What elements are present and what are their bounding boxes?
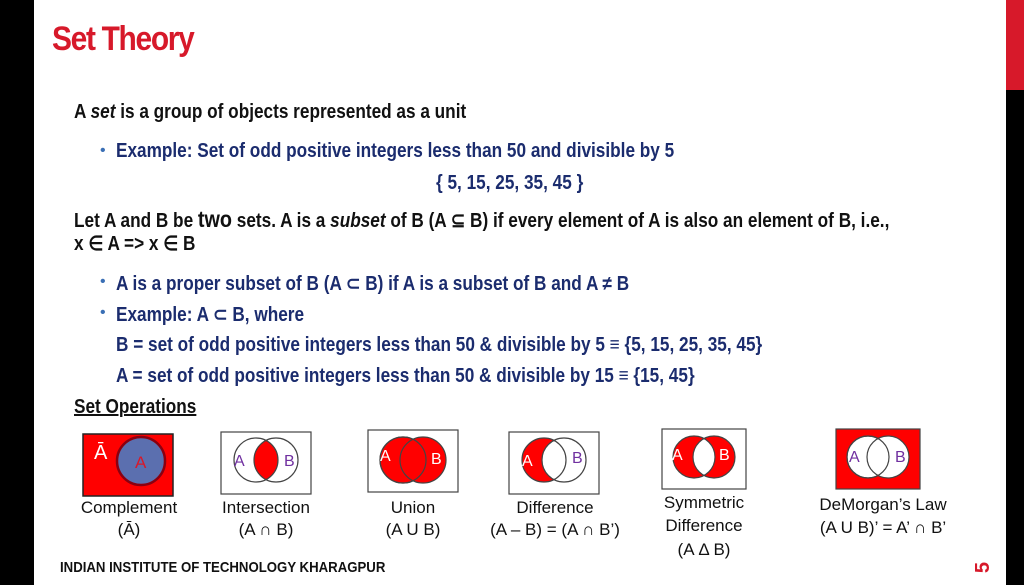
example1: Example: Set of odd positive integers less than 50 and divisible by 5 <box>116 140 675 162</box>
accent-bar <box>1006 0 1024 90</box>
difference-b-label: B <box>572 450 583 467</box>
example2-a: A = set of odd positive integers less than 50 & divisible by 15 ≡ {15, 45} <box>116 365 695 387</box>
bullet-dot: • <box>100 273 106 290</box>
demorgan-a-label: A <box>849 449 860 466</box>
union-label-2: (A U B) <box>385 520 441 539</box>
complement-label-1: Complement <box>80 498 178 517</box>
footer-institute: INDIAN INSTITUTE OF TECHNOLOGY KHARAGPUR <box>60 559 386 576</box>
subset-post: of B (A ⊆ B) if every element of A is also an element of B, i.e., <box>385 210 890 232</box>
symmetric-label-3: (A Δ B) <box>677 540 731 559</box>
union-diagram <box>367 429 459 493</box>
complement-abar-label: Ā <box>94 442 108 464</box>
set-definition <box>74 101 466 124</box>
set-def-post: is a group of objects represented as a unit <box>115 101 467 123</box>
example2: Example: A ⊂ B, where <box>116 304 305 326</box>
demorgan-label-1: DeMorgan’s Law <box>819 495 947 514</box>
set-operations-heading: Set Operations <box>74 396 197 418</box>
union-b-label: B <box>431 451 442 468</box>
union-label-1: Union <box>390 498 436 517</box>
complement-label-2: (Ā) <box>117 520 141 539</box>
intersection-label-1: Intersection <box>222 498 310 517</box>
difference-label-2: (A – B) = (A ∩ B’) <box>490 520 620 539</box>
slide-title: Set Theory <box>52 20 194 58</box>
intersection-a-label: A <box>234 453 245 470</box>
difference-a-label: A <box>522 453 533 470</box>
intersection-label-2: (A ∩ B) <box>238 520 294 539</box>
proper-subset: A is a proper subset of B (A ⊂ B) if A is a subset of B and A ≠ B <box>116 273 630 295</box>
bullet-dot: • <box>100 142 106 159</box>
complement-a-label: A <box>135 453 147 472</box>
subset-pre: Let A and B be <box>74 210 198 232</box>
subset-definition <box>74 206 889 233</box>
example2-b: B = set of odd positive integers less than 50 & divisible by 5 ≡ {5, 15, 25, 35, 45} <box>116 334 763 356</box>
intersection-b-label: B <box>284 453 295 470</box>
subset-two: two <box>197 206 232 232</box>
bullet-dot: • <box>100 304 106 321</box>
set-def-pre: A <box>74 101 91 123</box>
demorgan-b-label: B <box>895 449 906 466</box>
complement-diagram <box>82 433 174 497</box>
symmetric-b-label: B <box>719 447 730 464</box>
symmetric-a-label: A <box>672 447 683 464</box>
demorgan-label-2: (A U B)’ = A’ ∩ B’ <box>819 518 947 537</box>
symmetric-diagram <box>661 428 747 490</box>
union-a-label: A <box>380 448 391 465</box>
symmetric-label-2: Difference <box>665 516 743 535</box>
set-def-em: set <box>90 101 116 123</box>
subset-em: subset <box>330 210 386 232</box>
intersection-diagram <box>220 431 312 495</box>
difference-diagram <box>508 431 600 495</box>
demorgan-diagram <box>835 428 921 490</box>
symmetric-label-1: Symmetric <box>663 493 745 512</box>
example1-set: { 5, 15, 25, 35, 45 } <box>436 172 584 194</box>
subset-mid: sets. A is a <box>231 210 331 232</box>
page-number: 5 <box>972 561 995 574</box>
difference-label-1: Difference <box>516 498 594 517</box>
slide <box>34 0 1006 585</box>
subset-definition-2: x ∈ A => x ∈ B <box>74 233 196 255</box>
